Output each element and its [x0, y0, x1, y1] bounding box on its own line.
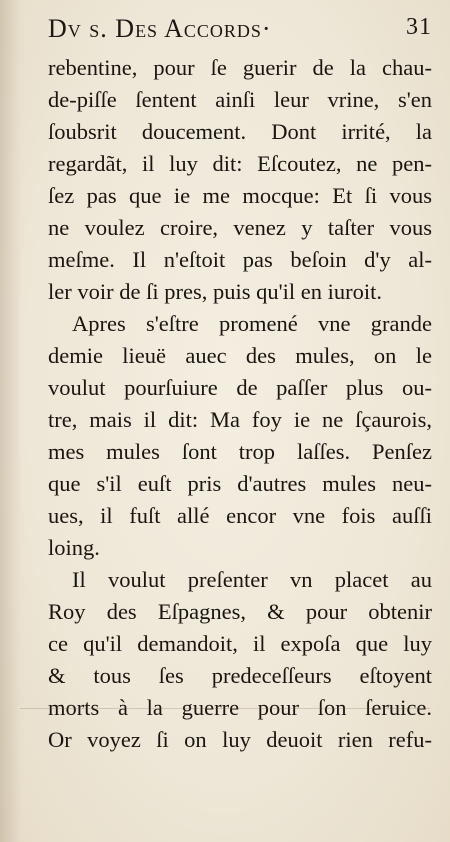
text-line: ne voulez croire, venez y taſter vous	[48, 215, 432, 240]
running-head	[48, 14, 432, 48]
text-line: ler voir de ſi pres, puis qu'il en iuroit.	[48, 279, 382, 304]
text-line: mes mules ſont trop laſſes. Penſez	[48, 439, 432, 464]
text-line: ues, il fuſt allé encor vne fois auſſi	[48, 503, 432, 528]
text-line: Roy des Eſpagnes, & pour obtenir	[48, 599, 432, 624]
gutter-shadow	[0, 0, 22, 842]
text-line: Apres s'eſtre promené vne grande	[72, 311, 432, 336]
text-line: meſme. Il n'eſtoit pas beſoin d'y al-	[48, 247, 432, 272]
text-line: Il voulut preſenter vn placet au	[72, 567, 432, 592]
text-line: ce qu'il demandoit, il expoſa que luy	[48, 631, 432, 656]
text-line: demie lieuë auec des mules, on le	[48, 343, 432, 368]
text-line: regardãt, il luy dit: Eſcoutez, ne pen-	[48, 151, 432, 176]
text-line: ſoubsrit doucement. Dont irrité, la	[48, 119, 432, 144]
text-line: Or voyez ſi on luy deuoit rien refu-	[48, 727, 432, 752]
running-title: Dv s. Des Accords·	[48, 14, 272, 43]
page-number: 31	[406, 14, 432, 40]
text-line: rebentine, pour ſe guerir de la chau-	[48, 55, 432, 80]
text-line: de-piſſe ſentent ainſi leur vrine, s'en	[48, 87, 432, 112]
text-line: voulut pourſuiure de paſſer plus ou-	[48, 375, 432, 400]
page-fold-line	[20, 708, 430, 709]
text-line: morts à la guerre pour ſon ſeruice.	[48, 695, 432, 720]
body-text	[48, 52, 432, 756]
text-line: & tous ſes predeceſſeurs eſtoyent	[48, 663, 432, 688]
text-line: tre, mais il dit: Ma foy ie ne ſçaurois,	[48, 407, 432, 432]
text-line: que s'il euſt pris d'autres mules neu-	[48, 471, 432, 496]
text-line: ſez pas que ie me mocque: Et ſi vous	[48, 183, 432, 208]
text-line: loing.	[48, 535, 100, 560]
